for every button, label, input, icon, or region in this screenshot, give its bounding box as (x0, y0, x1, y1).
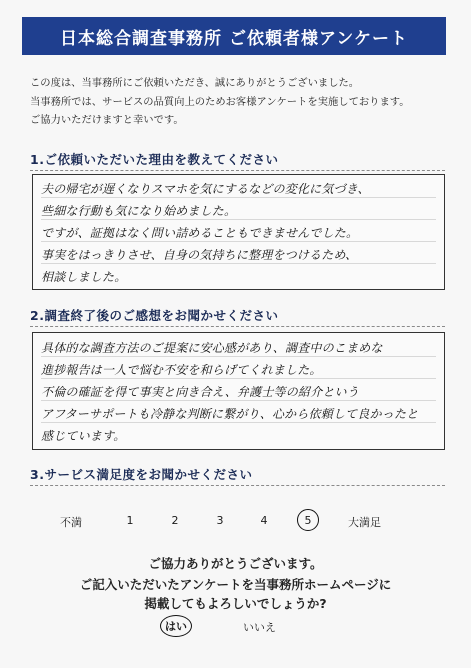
publish-no-option[interactable]: いいえ (243, 621, 276, 634)
handwritten-line: 進捗報告は一人で悩む不安を和らげてくれました。 (41, 363, 322, 377)
scale-option-4[interactable]: 4 (260, 514, 268, 527)
scale-option-1[interactable]: 1 (126, 514, 134, 527)
closing-question-line-1: ご記入いただいたアンケートを当事務所ホームページに (79, 577, 392, 592)
survey-title-banner (22, 17, 446, 55)
handwritten-line: 具体的な調査方法のご提案に安心感があり、調査中のこまめな (41, 341, 383, 355)
answer-rule (41, 400, 436, 401)
publish-yes-option[interactable]: はい (160, 615, 192, 637)
answer-rule (41, 378, 436, 379)
scale-option-2[interactable]: 2 (171, 514, 179, 527)
question-2-title: 2.調査終了後のご感想をお聞かせください (30, 308, 279, 323)
handwritten-line: 相談しました。 (41, 270, 127, 284)
scale-option-5-selected[interactable] (297, 509, 319, 531)
closing-question-line-2: 掲載してもよろしいでしょうか? (144, 596, 327, 611)
intro-line: 当事務所では、サービスの品質向上のためお客様アンケートを実施しております。 (30, 95, 410, 108)
intro-line: ご協力いただけますと幸いです。 (30, 114, 184, 126)
question-2-answer-box (32, 332, 445, 450)
answer-rule (41, 241, 436, 242)
answer-rule (41, 219, 436, 220)
handwritten-line: 事実をはっきりさせ、自身の気持ちに整理をつけるため、 (41, 248, 358, 262)
answer-rule (41, 356, 436, 357)
intro-line: この度は、当事務所にご依頼いただき、誠にありがとうございました。 (30, 77, 360, 89)
handwritten-line: 感じています。 (41, 429, 126, 443)
handwritten-line: 夫の帰宅が遅くなりスマホを気にするなどの変化に気づき、 (41, 182, 370, 196)
handwritten-line: ですが、証拠はなく問い詰めることもできませんでした。 (41, 226, 359, 240)
scale-option-5: 5 (304, 513, 312, 527)
closing-thanks: ご協力ありがとうございます。 (148, 556, 323, 571)
answer-rule (41, 422, 436, 423)
answer-rule (41, 263, 436, 264)
scale-high-label: 大満足 (348, 516, 381, 529)
question-3-divider (30, 485, 445, 486)
scale-low-label: 不満 (60, 516, 82, 529)
survey-title: 日本総合調査事務所 ご依頼者様アンケート (60, 28, 408, 49)
question-1-divider (30, 170, 445, 171)
question-3-title: 3.サービス満足度をお聞かせください (30, 467, 253, 482)
question-1-answer-box (32, 174, 445, 290)
handwritten-line: 不倫の確証を得て事実と向き合え、弁護士等の紹介という (41, 385, 359, 399)
question-1-title: 1.ご依頼いただいた理由を教えてください (30, 152, 279, 167)
question-2-divider (30, 326, 445, 327)
intro-text (30, 74, 450, 130)
handwritten-line: 些細な行動も気になり始めました。 (41, 204, 237, 218)
scale-option-3[interactable]: 3 (216, 514, 224, 527)
handwritten-line: アフターサポートも冷静な判断に繋がり、心から依頼して良かったと (41, 407, 419, 421)
satisfaction-scale (30, 508, 445, 534)
answer-rule (41, 197, 436, 198)
